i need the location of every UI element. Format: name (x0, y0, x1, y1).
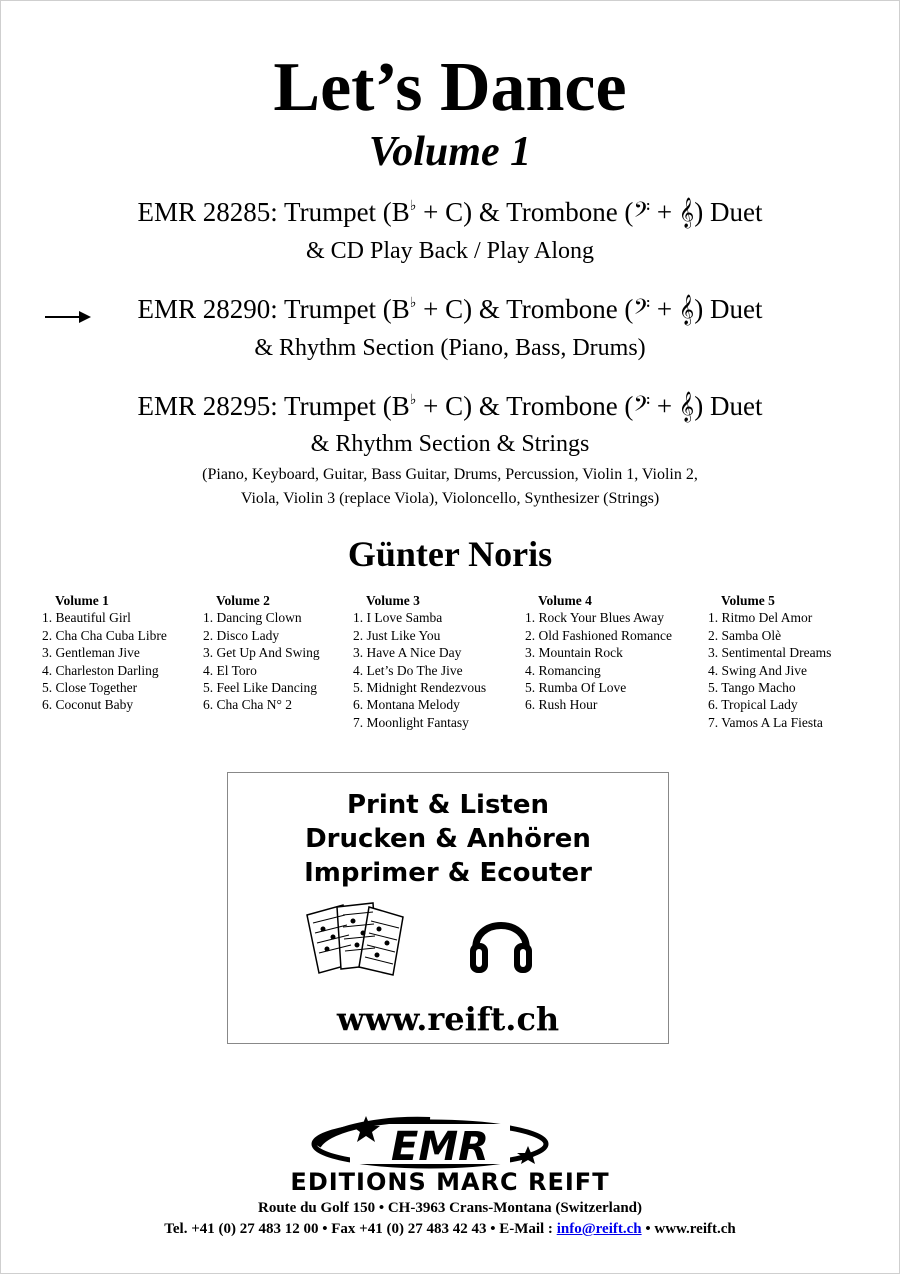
list-item: 2. Just Like You (353, 627, 441, 643)
edition-line-28295 (0, 390, 900, 423)
trumpet-text: Trumpet (B (284, 197, 410, 227)
treble-clef-icon: 𝄞 (678, 198, 695, 228)
bass-clef-icon: 𝄢 (633, 295, 651, 325)
list-item: 3. Have A Nice Day (353, 645, 462, 661)
trumpet-text: Trumpet (B (284, 391, 410, 421)
list-item: 4. Swing And Jive (708, 662, 808, 678)
list-item: 4. Let’s Do The Jive (353, 662, 463, 678)
list-item: 6. Rush Hour (525, 697, 598, 713)
bass-clef-icon: 𝄢 (633, 198, 651, 228)
list-item: 1. Beautiful Girl (42, 610, 131, 626)
list-item: 5. Close Together (42, 680, 138, 696)
list-item: 2. Old Fashioned Romance (525, 627, 672, 643)
volume-column-5 (708, 592, 831, 731)
email-link[interactable]: info@reift.ch (556, 1221, 642, 1237)
trombone-text: + C) & Trombone ( (416, 294, 634, 324)
duet-text: ) Duet (694, 294, 763, 324)
page-title: Let’s Dance (273, 49, 627, 126)
publisher-name: EDITIONS MARC REIFT (290, 1168, 610, 1196)
promo-line-german: Drucken & Anhören (305, 824, 591, 854)
list-item: 5. Midnight Rendezvous (353, 680, 487, 696)
instrumentation-line-2: Viola, Violin 3 (replace Viola), Violoncello, Synthesizer (Strings) (240, 490, 660, 507)
track-list (203, 609, 320, 713)
edition-code: EMR 28295: (137, 391, 278, 421)
list-item: 7. Vamos A La Fiesta (708, 714, 823, 730)
track-list (353, 609, 486, 731)
volume-column-3 (353, 592, 486, 731)
emr-logo (310, 1112, 550, 1172)
volume-column-4 (525, 592, 672, 714)
volume-heading: Volume 2 (216, 593, 270, 608)
trombone-text: + C) & Trombone ( (416, 197, 634, 227)
list-item: 4. El Toro (203, 662, 257, 678)
list-item: 5. Tango Macho (708, 680, 796, 696)
volume-heading: Volume 3 (366, 593, 420, 608)
treble-clef-icon: 𝄞 (678, 295, 695, 325)
flat-sign: ♭ (409, 199, 417, 214)
volume-column-1 (42, 592, 167, 714)
track-list (708, 609, 831, 731)
volume-heading: Volume 1 (55, 593, 109, 608)
plus-sign: + (650, 197, 679, 227)
contact-phone-fax: Tel. +41 (0) 27 483 12 00 • Fax +41 (0) 27 483 42 43 • E-Mail : (164, 1221, 557, 1237)
edition-subtitle-28290: & Rhythm Section (Piano, Bass, Drums) (254, 335, 646, 361)
list-item: 3. Sentimental Dreams (708, 645, 832, 661)
promo-line-english: Print & Listen (346, 790, 550, 820)
list-item: 4. Romancing (525, 662, 601, 678)
list-item: 1. I Love Samba (353, 610, 443, 626)
print-listen-box (227, 772, 669, 1044)
contact-website: • www.reift.ch (641, 1221, 736, 1237)
list-item: 6. Cha Cha N° 2 (203, 697, 293, 713)
edition-code: EMR 28285: (137, 197, 278, 227)
duet-text: ) Duet (694, 197, 763, 227)
headphones-icon (466, 903, 536, 978)
plus-sign: + (650, 391, 679, 421)
list-item: 1. Dancing Clown (203, 610, 302, 626)
publisher-address: Route du Golf 150 • CH-3963 Crans-Montana (Switzerland) (258, 1200, 642, 1216)
list-item: 1. Rock Your Blues Away (525, 610, 665, 626)
bass-clef-icon: 𝄢 (633, 392, 651, 422)
list-item: 3. Gentleman Jive (42, 645, 140, 661)
publisher-contact (0, 1219, 900, 1239)
list-item: 6. Montana Melody (353, 697, 460, 713)
list-item: 2. Samba Olè (708, 627, 782, 643)
duet-text: ) Duet (694, 391, 763, 421)
flat-sign: ♭ (409, 296, 417, 311)
list-item: 7. Moonlight Fantasy (353, 714, 469, 730)
plus-sign: + (650, 294, 679, 324)
list-item: 2. Cha Cha Cuba Libre (42, 627, 167, 643)
volume-heading: Volume 5 (721, 593, 775, 608)
instrumentation-line-1: (Piano, Keyboard, Guitar, Bass Guitar, Drums, Percussion, Violin 1, Violin 2, (202, 466, 698, 483)
track-list (42, 609, 167, 713)
flat-sign: ♭ (409, 393, 417, 408)
list-item: 3. Get Up And Swing (203, 645, 320, 661)
track-list (525, 609, 672, 713)
volume-heading: Volume 4 (538, 593, 592, 608)
treble-clef-icon: 𝄞 (678, 392, 695, 422)
list-item: 4. Charleston Darling (42, 662, 159, 678)
list-item: 6. Tropical Lady (708, 697, 798, 713)
edition-code: EMR 28290: (137, 294, 278, 324)
edition-subtitle-28295: & Rhythm Section & Strings (310, 431, 590, 457)
promo-website[interactable]: www.reift.ch (336, 1000, 560, 1038)
list-item: 2. Disco Lady (203, 627, 280, 643)
promo-line-french: Imprimer & Ecouter (304, 858, 592, 888)
list-item: 1. Ritmo Del Amor (708, 610, 813, 626)
edition-line-28285 (0, 196, 900, 229)
edition-line-28290 (0, 293, 900, 326)
trombone-text: + C) & Trombone ( (416, 391, 634, 421)
list-item: 5. Feel Like Dancing (203, 680, 317, 696)
list-item: 3. Mountain Rock (525, 645, 623, 661)
composer-name: Günter Noris (347, 534, 553, 574)
sheet-music-icon (303, 901, 413, 976)
trumpet-text: Trumpet (B (284, 294, 410, 324)
volume-column-2 (203, 592, 320, 714)
edition-subtitle-28285: & CD Play Back / Play Along (306, 238, 594, 264)
volume-subtitle: Volume 1 (368, 129, 532, 175)
list-item: 5. Rumba Of Love (525, 680, 627, 696)
list-item: 6. Coconut Baby (42, 697, 134, 713)
logo-wordmark: EMR (391, 1124, 489, 1170)
